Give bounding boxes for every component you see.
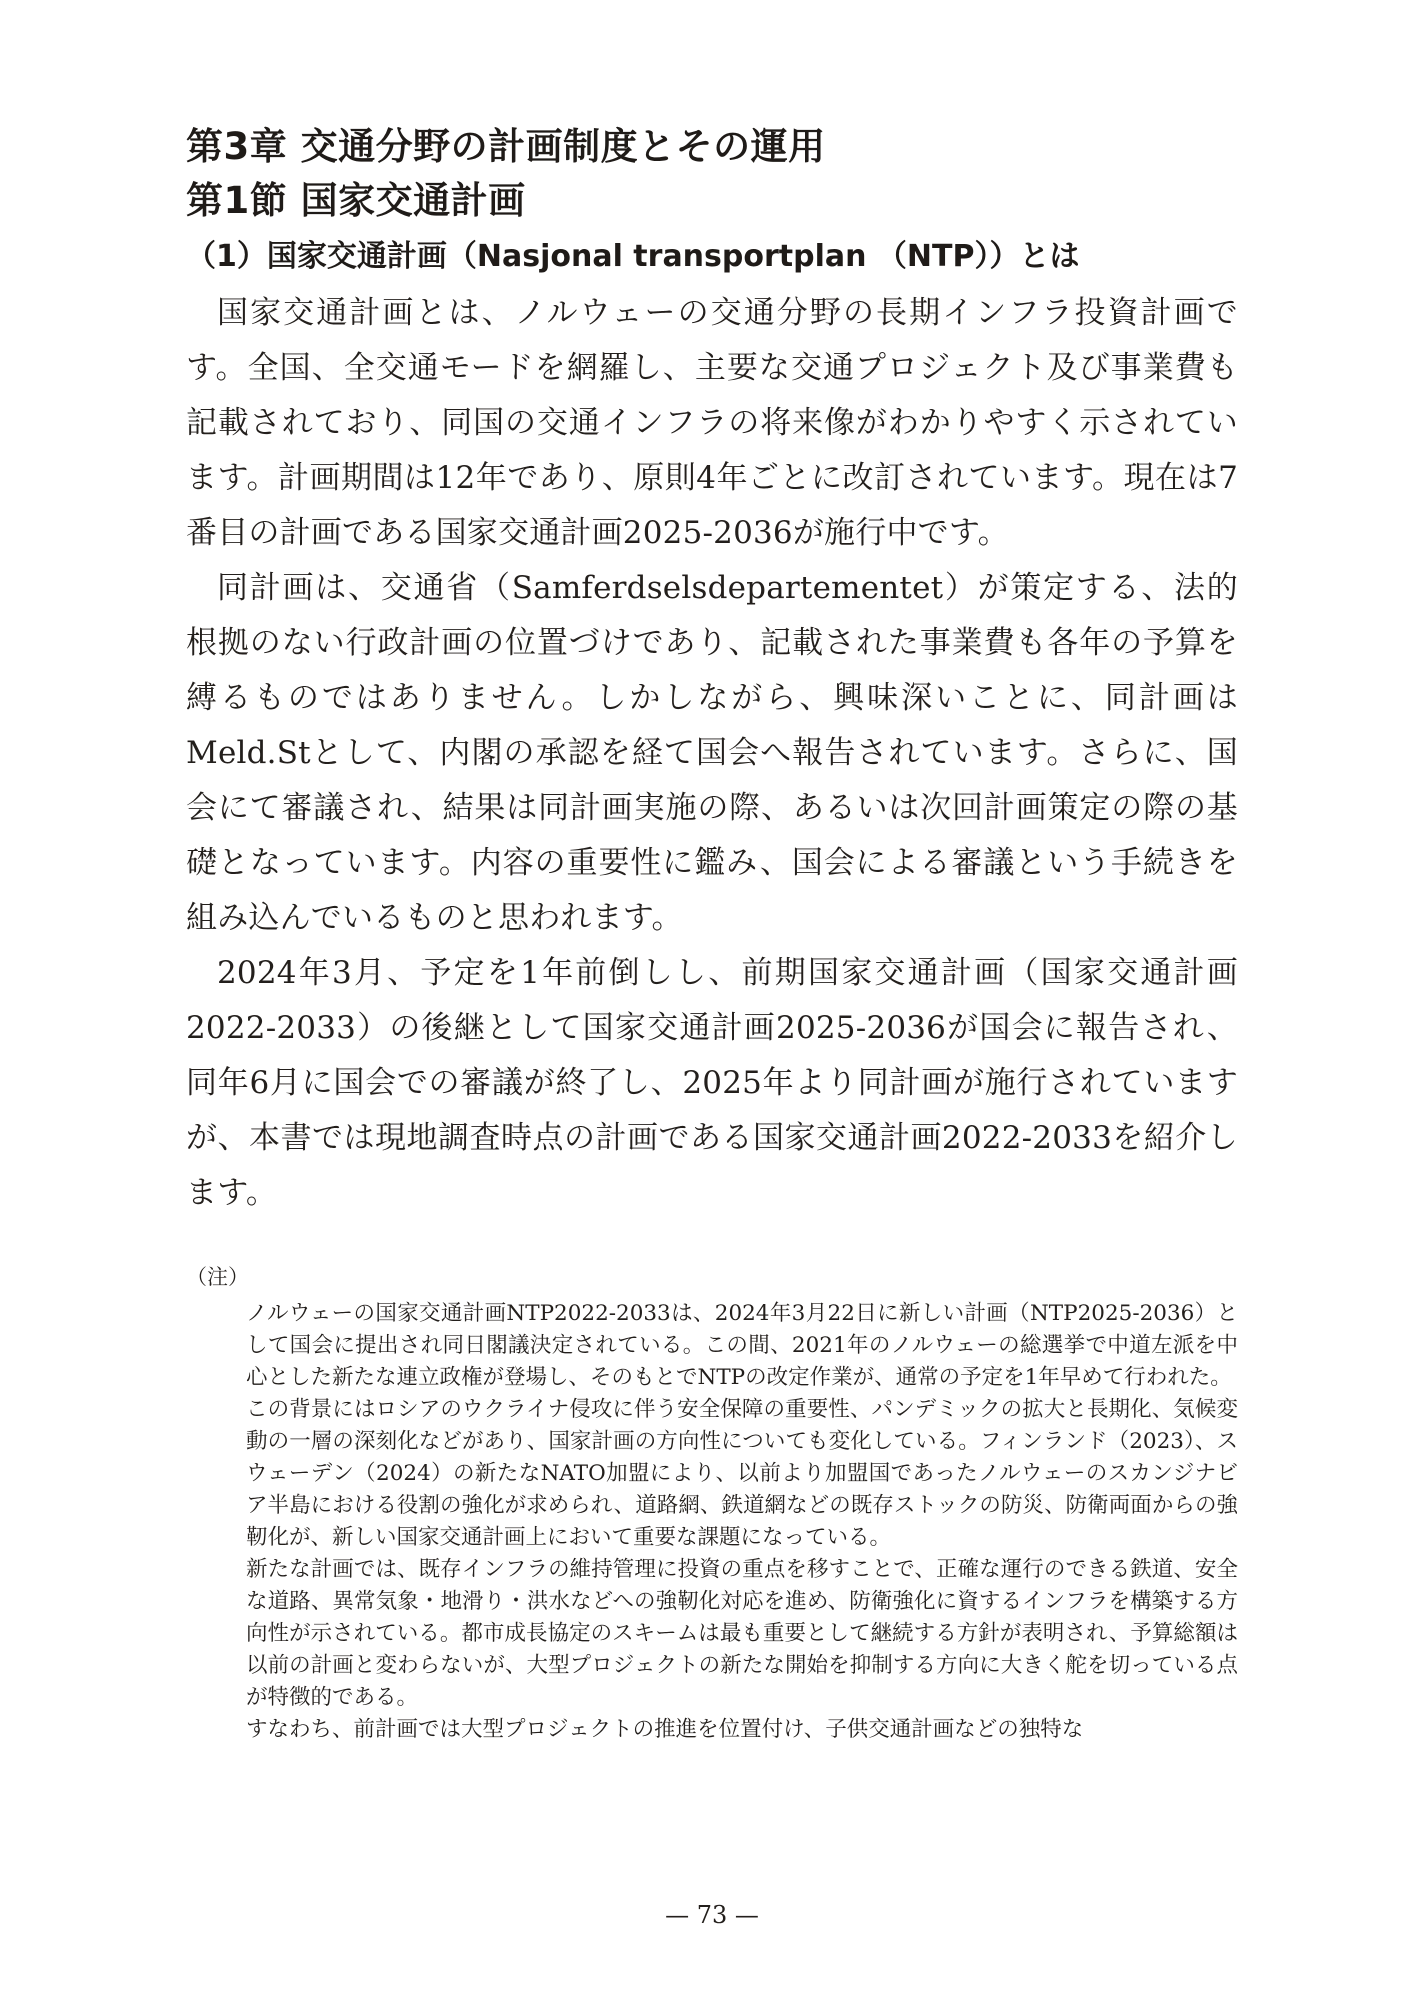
section-title: 第1節 国家交通計画 <box>186 179 526 222</box>
chapter-title: 第3章 交通分野の計画制度とその運用 <box>186 125 826 168</box>
note-paragraph-1: ノルウェーの国家交通計画NTP2022-2033は、2024年3月22日に新しい計画（NTP2025-2036）として国会に提出され同日閣議決定されている。この間、2021年のノルウェーの総選挙で中道左派を中心とした新たな連立政権が登場し、そのもとでNTPの改定作業が、通常の予定を1年早めて行われた。 <box>246 1301 1238 1390</box>
note-paragraph-3: 新たな計画では、既存インフラの維持管理に投資の重点を移すことで、正確な運行のできる鉄道、安全な道路、異常気象・地滑り・洪水などへの強靭化対応を進め、防衛強化に資するインフラを構築する方向性が示されている。都市成長協定のスキームは最も重要として継続する方針が表明され、予算総額は以前の計画と変わらないが、大型プロジェクトの新たな開始を抑制する方向に大きく舵を切っている点が特徴的である。 <box>246 1557 1238 1710</box>
body-paragraph-2: 同計画は、交通省（Samferdselsdepartementet）が策定する、法的根拠のない行政計画の位置づけであり、記載された事業費も各年の予算を縛るものではありません。しかしながら、興味深いことに、同計画はMeld.Stとして、内閣の承認を経て国会へ報告されています。さらに、国会にて審議され、結果は同計画実施の際、あるいは次回計画策定の際の基礎となっています。内容の重要性に鑑み、国会による審議という手続きを組み込んでいるものと思われます。 <box>186 570 1238 936</box>
note-paragraph-4: すなわち、前計画では大型プロジェクトの推進を位置付け、子供交通計画などの独特な <box>246 1717 1084 1742</box>
notes-label: （注） <box>186 1265 249 1289</box>
note-paragraph-2: この背景にはロシアのウクライナ侵攻に伴う安全保障の重要性、パンデミックの拡大と長期化、気候変動の一層の深刻化などがあり、国家計画の方向性についても変化している。フィンランド（2023）、スウェーデン（2024）の新たなNATO加盟により、以前より加盟国であったノルウェーのスカンジナビア半島における役割の強化が求められ、道路網、鉄道網などの既存ストックの防災、防衛両面からの強靭化が、新しい国家交通計画上において重要な課題になっている。 <box>246 1397 1238 1550</box>
body-text <box>186 286 1238 1221</box>
page-number: — 73 — <box>665 1901 759 1929</box>
document-page <box>186 120 1238 1980</box>
body-paragraph-3: 2024年3月、予定を1年前倒しし、前期国家交通計画（国家交通計画2022-2033）の後継として国家交通計画2025-2036が国会に報告され、同年6月に国会での審議が終了し、2025年より同計画が施行されていますが、本書では現地調査時点の計画である国家交通計画2022-2033を紹介します。 <box>186 955 1238 1211</box>
subsection-title: （1）国家交通計画（Nasjonal transportplan （NTP））とは <box>186 239 1080 274</box>
footnotes <box>186 1262 1238 1746</box>
body-paragraph-1: 国家交通計画とは、ノルウェーの交通分野の長期インフラ投資計画です。全国、全交通モードを網羅し、主要な交通プロジェクト及び事業費も記載されており、同国の交通インフラの将来像がわかりやすく示されています。計画期間は12年であり、原則4年ごとに改訂されています。現在は7番目の計画である国家交通計画2025-2036が施行中です。 <box>186 295 1238 551</box>
